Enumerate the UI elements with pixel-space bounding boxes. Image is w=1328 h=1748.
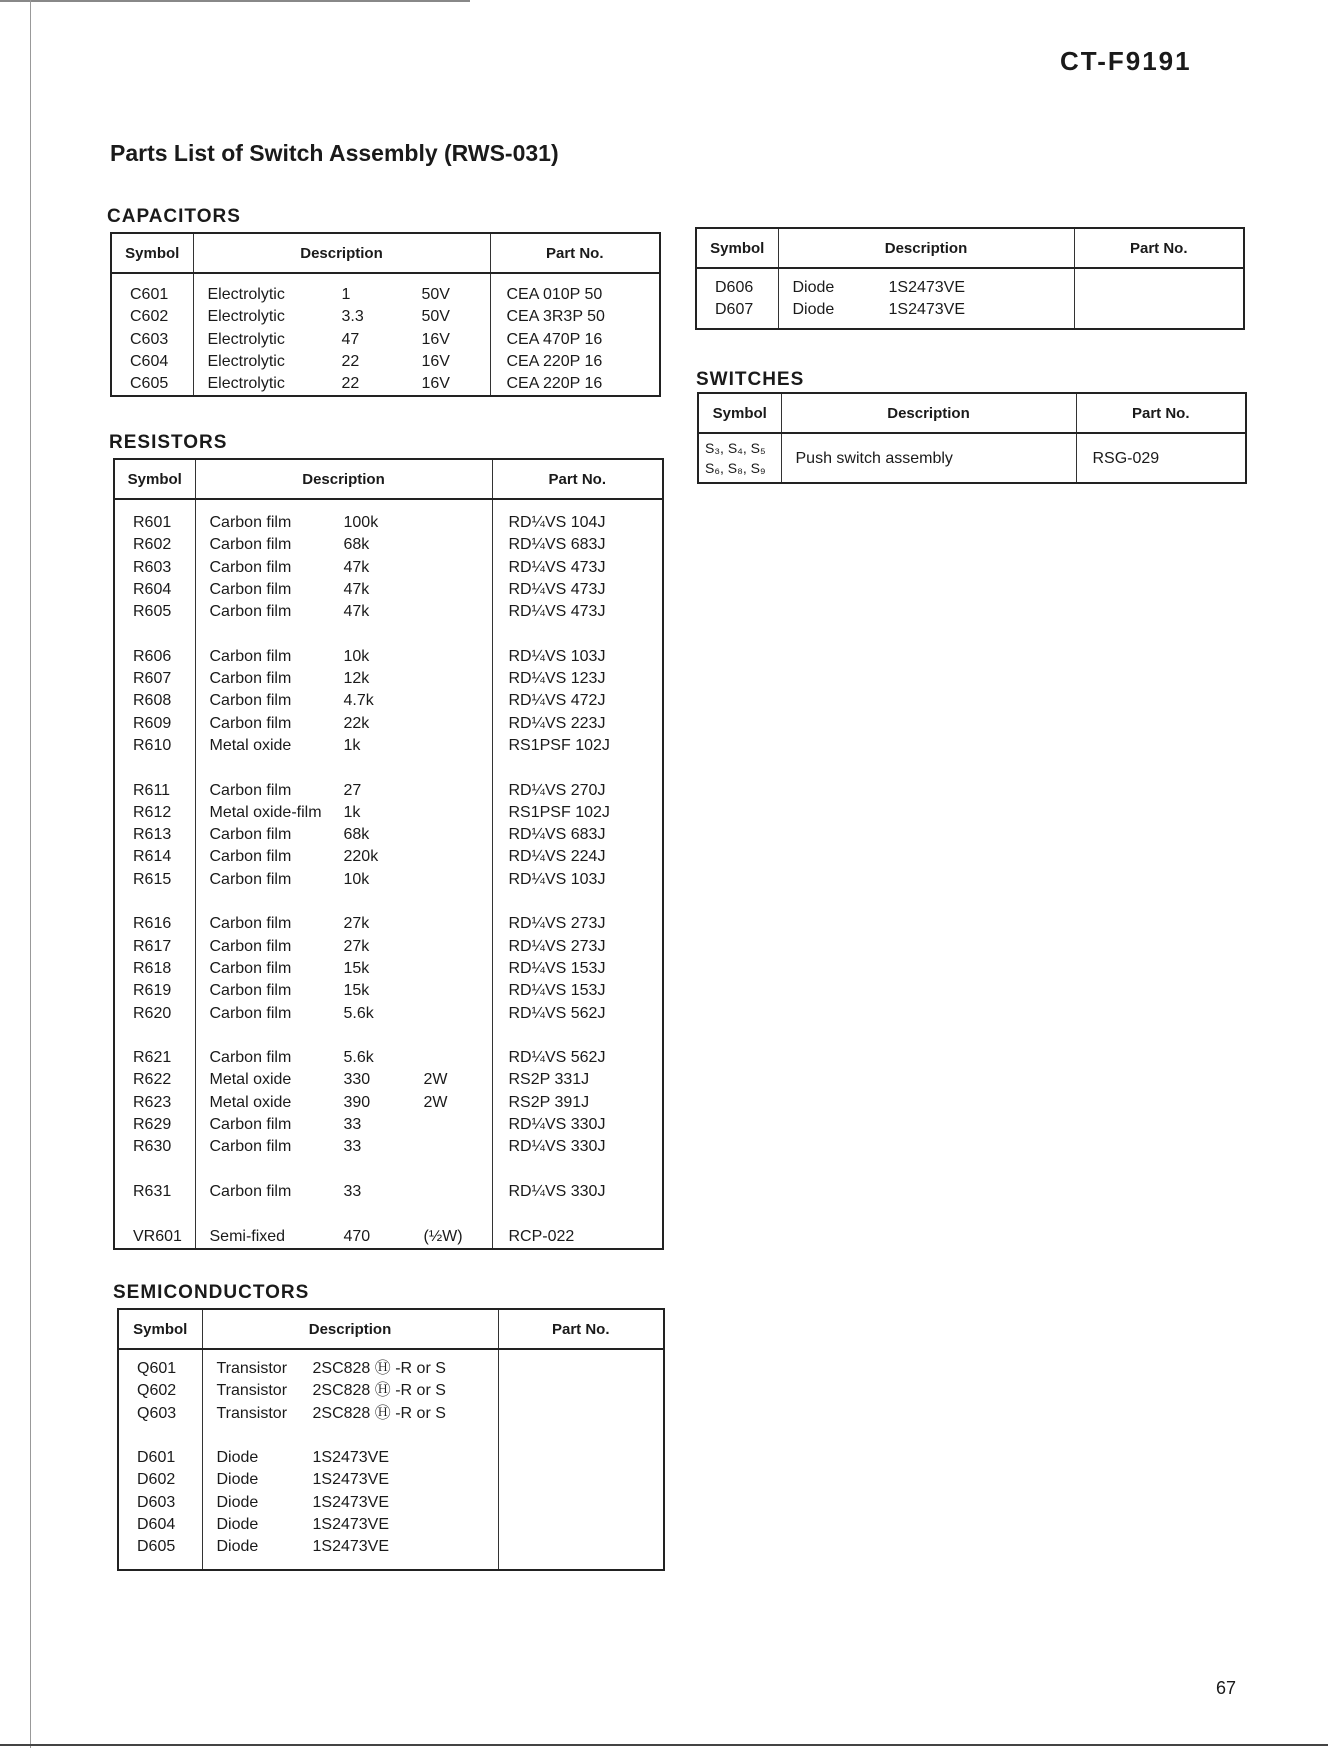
part-value: 1S2473VE [888, 279, 966, 296]
part-symbol: Q601 [137, 1360, 177, 1377]
part-number: RD¼VS 153J [508, 982, 606, 1000]
part-type: Carbon film [209, 714, 292, 732]
part-value: 33 [343, 1138, 362, 1156]
part-type: Carbon film [209, 647, 292, 665]
part-value: 10k [343, 870, 370, 888]
part-type: Carbon film [209, 514, 292, 531]
part-number: RD¼VS 683J [508, 536, 606, 554]
part-number: RD¼VS 562J [508, 1004, 606, 1022]
part-symbol: R602 [133, 536, 172, 554]
part-type: Carbon film [209, 848, 292, 866]
part-rating: 50V [421, 308, 450, 326]
part-symbol: R619 [133, 982, 172, 1000]
part-description [203, 1514, 498, 1536]
part-number [1075, 299, 1244, 321]
part-symbol: C602 [130, 308, 169, 326]
part-symbol: R631 [133, 1182, 172, 1200]
resistors-table [113, 458, 664, 1250]
part-symbol: R629 [133, 1116, 172, 1134]
part-description [203, 1469, 498, 1491]
part-value: 10k [343, 647, 370, 665]
part-value: 4.7k [343, 692, 374, 710]
column-header-description: Description [193, 233, 490, 273]
page-number: 67 [1216, 1678, 1237, 1698]
part-type: Carbon film [209, 536, 292, 554]
part-symbol: C603 [130, 330, 169, 348]
part-value: 68k [343, 536, 370, 554]
group-spacer [493, 757, 663, 779]
part-description [782, 448, 1076, 470]
part-type: Carbon film [209, 1182, 292, 1200]
part-description [203, 1536, 498, 1558]
part-type: Semi-fixed [209, 1227, 286, 1245]
part-symbol: R607 [133, 670, 172, 688]
capacitors-table [110, 232, 661, 397]
part-description [196, 802, 492, 824]
part-description [779, 277, 1074, 299]
part-symbol: R609 [133, 714, 172, 732]
group-spacer [493, 623, 663, 645]
part-type: Diode [216, 1449, 259, 1467]
part-number [499, 1380, 664, 1402]
part-number: RS1PSF 102J [508, 736, 610, 754]
column-header-symbol: Symbol [111, 233, 193, 273]
part-value: 1 [341, 286, 351, 303]
part-value: 1k [343, 803, 361, 821]
part-rating: 2W [423, 1093, 448, 1111]
part-type: Carbon film [209, 580, 292, 598]
group-spacer [196, 1159, 492, 1181]
part-description [194, 329, 490, 351]
part-symbol: R616 [133, 915, 172, 933]
part-number [499, 1358, 664, 1380]
part-rating: (½W) [423, 1227, 463, 1245]
part-symbol: R615 [133, 870, 172, 888]
part-number: RD¼VS 104J [508, 514, 606, 531]
part-symbol: D604 [137, 1516, 176, 1534]
part-number: RD¼VS 330J [508, 1182, 606, 1200]
part-symbol: VR601 [133, 1227, 182, 1245]
part-value: 1S2473VE [312, 1516, 390, 1534]
part-number: CEA 220P 16 [506, 352, 603, 370]
part-description [203, 1358, 498, 1380]
column-header-symbol: Symbol [696, 228, 778, 268]
part-type: Diode [792, 301, 835, 319]
part-type: Transistor [216, 1382, 288, 1400]
part-rating: 50V [421, 286, 450, 303]
part-value: 22 [341, 375, 360, 393]
part-type: Transistor [216, 1404, 288, 1422]
part-type: Diode [216, 1471, 259, 1489]
part-number: CEA 3R3P 50 [506, 308, 605, 326]
column-header-description: Description [781, 393, 1076, 433]
part-description [196, 713, 492, 735]
part-number: RD¼VS 103J [508, 647, 606, 665]
part-symbol: R606 [133, 647, 172, 665]
part-type: Carbon film [209, 1049, 292, 1067]
part-type: Carbon film [209, 670, 292, 688]
part-value: 3.3 [341, 308, 364, 326]
part-value: 330 [343, 1071, 371, 1089]
part-type: Metal oxide [209, 1093, 292, 1111]
part-type: Carbon film [209, 1138, 292, 1156]
part-value: 390 [343, 1093, 371, 1111]
group-spacer [196, 1025, 492, 1047]
section-heading-resistors: RESISTORS [109, 432, 228, 453]
part-number: RD¼VS 224J [508, 848, 606, 866]
part-description [196, 668, 492, 690]
group-spacer [196, 891, 492, 913]
part-type: Carbon film [209, 959, 292, 977]
part-symbol: D603 [137, 1493, 176, 1511]
group-spacer [203, 1425, 498, 1447]
part-description [196, 1092, 492, 1114]
part-description [196, 579, 492, 601]
part-type: Transistor [216, 1360, 288, 1377]
part-symbol: D607 [715, 301, 754, 319]
group-spacer [119, 1425, 202, 1447]
part-description [196, 869, 492, 891]
part-number: RD¼VS 123J [508, 670, 606, 688]
part-description [194, 373, 490, 395]
part-value: 1S2473VE [312, 1471, 390, 1489]
part-type: Push switch assembly [795, 450, 953, 467]
part-type: Diode [216, 1516, 259, 1534]
part-type: Metal oxide-film [209, 803, 322, 821]
part-symbol: Q603 [137, 1404, 177, 1422]
part-description [196, 1136, 492, 1158]
part-symbol: R613 [133, 826, 172, 844]
part-description [196, 846, 492, 868]
part-number [499, 1469, 664, 1491]
part-number: RD¼VS 273J [508, 937, 606, 955]
part-symbol: R630 [133, 1138, 172, 1156]
part-value: 27k [343, 937, 370, 955]
part-value: 47k [343, 580, 370, 598]
group-spacer [115, 1025, 195, 1047]
part-type: Carbon film [209, 692, 292, 710]
part-number: RS2P 391J [508, 1093, 590, 1111]
column-header-symbol: Symbol [118, 1309, 202, 1349]
part-value: 1S2473VE [312, 1493, 390, 1511]
part-description [203, 1380, 498, 1402]
part-symbol: D606 [715, 279, 754, 296]
part-type: Electrolytic [207, 375, 285, 393]
part-number: RD¼VS 472J [508, 692, 606, 710]
part-number [499, 1447, 664, 1469]
part-description [196, 1226, 492, 1248]
group-spacer [493, 1159, 663, 1181]
part-symbol: R617 [133, 937, 172, 955]
part-type: Carbon film [209, 915, 292, 933]
column-header-part-no: Part No. [490, 233, 660, 273]
part-type: Carbon film [209, 982, 292, 1000]
part-value: 1k [343, 736, 361, 754]
part-symbol: R611 [133, 781, 171, 799]
part-description [196, 601, 492, 623]
group-spacer [115, 891, 195, 913]
group-spacer [493, 891, 663, 913]
part-rating: 2W [423, 1071, 448, 1089]
part-description [196, 824, 492, 846]
model-number: CT-F9191 [1060, 46, 1192, 76]
part-value: 1S2473VE [312, 1538, 390, 1556]
section-heading-switches: SWITCHES [696, 369, 805, 390]
part-type: Carbon film [209, 826, 292, 844]
part-value: 2SC828 Ⓗ -R or S [312, 1382, 446, 1400]
part-description [196, 1047, 492, 1069]
part-rating: 16V [421, 330, 450, 348]
diodes-continued-table [695, 227, 1245, 330]
part-value: 33 [343, 1116, 362, 1134]
part-description [779, 299, 1074, 321]
part-description [196, 1181, 492, 1203]
group-spacer [196, 623, 492, 645]
part-value: 47 [341, 330, 360, 348]
part-type: Metal oxide [209, 1071, 292, 1089]
column-header-part-no: Part No. [1076, 393, 1246, 433]
part-number: RD¼VS 223J [508, 714, 606, 732]
part-symbol: R621 [133, 1049, 172, 1067]
part-description [196, 646, 492, 668]
part-symbol: C601 [130, 286, 169, 303]
part-value: 2SC828 Ⓗ -R or S [312, 1404, 446, 1422]
part-number [1075, 277, 1244, 299]
part-description [203, 1492, 498, 1514]
part-value: 47k [343, 558, 370, 576]
part-number: RD¼VS 153J [508, 959, 606, 977]
part-type: Diode [216, 1538, 259, 1556]
group-spacer [196, 757, 492, 779]
column-header-description: Description [195, 459, 492, 499]
part-number: RD¼VS 273J [508, 915, 606, 933]
column-header-symbol: Symbol [698, 393, 781, 433]
part-value: 470 [343, 1227, 371, 1245]
part-symbol: R623 [133, 1093, 172, 1111]
column-header-description: Description [778, 228, 1074, 268]
part-symbol: R612 [133, 803, 172, 821]
part-description [196, 735, 492, 757]
part-type: Carbon film [209, 1004, 292, 1022]
left-binding-edge [30, 0, 31, 1748]
part-symbol: R604 [133, 580, 172, 598]
part-type: Carbon film [209, 558, 292, 576]
part-symbol: R605 [133, 603, 172, 621]
part-number [499, 1514, 664, 1536]
part-description [194, 351, 490, 373]
part-number: RS2P 331J [508, 1071, 590, 1089]
part-symbol: C605 [130, 375, 169, 393]
column-header-description: Description [202, 1309, 498, 1349]
part-value: 5.6k [343, 1049, 374, 1067]
part-value: 68k [343, 826, 370, 844]
part-type: Electrolytic [207, 286, 285, 303]
column-header-part-no: Part No. [1074, 228, 1244, 268]
part-value: 27k [343, 915, 370, 933]
part-number: RD¼VS 683J [508, 826, 606, 844]
semiconductors-table [117, 1308, 665, 1571]
group-spacer [115, 757, 195, 779]
part-value: 1S2473VE [312, 1449, 390, 1467]
part-type: Electrolytic [207, 352, 285, 370]
part-symbol: Q602 [137, 1382, 177, 1400]
part-value: 22k [343, 714, 370, 732]
part-number: RSG-029 [1092, 450, 1160, 467]
group-spacer [196, 1203, 492, 1225]
part-symbol: D605 [137, 1538, 176, 1556]
section-heading-capacitors: CAPACITORS [107, 206, 241, 227]
part-value: 22 [341, 352, 360, 370]
switches-table [697, 392, 1247, 484]
part-description [196, 980, 492, 1002]
part-number: RD¼VS 330J [508, 1116, 606, 1134]
group-spacer [115, 1159, 195, 1181]
part-symbol: R610 [133, 736, 172, 754]
part-number: RD¼VS 270J [508, 781, 606, 799]
group-spacer [499, 1425, 664, 1447]
part-description [196, 557, 492, 579]
part-type: Carbon film [209, 870, 292, 888]
part-value: 12k [343, 670, 370, 688]
part-description [196, 913, 492, 935]
part-description [196, 936, 492, 958]
part-description [196, 690, 492, 712]
group-spacer [115, 1203, 195, 1225]
part-description [194, 284, 490, 306]
part-symbol: S₃, S₄, S₅ S₆, S₈, S₉ [705, 440, 766, 476]
part-description [196, 1069, 492, 1091]
part-value: 100k [343, 514, 379, 531]
part-symbol: R601 [133, 514, 172, 531]
part-symbol: R618 [133, 959, 172, 977]
part-description [196, 512, 492, 534]
part-description [196, 1003, 492, 1025]
part-symbol: R620 [133, 1004, 172, 1022]
part-value: 15k [343, 959, 370, 977]
part-symbol: R614 [133, 848, 172, 866]
part-number: CEA 220P 16 [506, 375, 603, 393]
part-number [499, 1492, 664, 1514]
part-number: RD¼VS 562J [508, 1049, 606, 1067]
part-description [196, 1114, 492, 1136]
part-description [196, 958, 492, 980]
section-heading-semiconductors: SEMICONDUCTORS [113, 1282, 310, 1303]
part-symbol: D601 [137, 1449, 176, 1467]
part-type: Electrolytic [207, 330, 285, 348]
group-spacer [493, 1025, 663, 1047]
part-number: CEA 470P 16 [506, 330, 603, 348]
column-header-symbol: Symbol [114, 459, 195, 499]
part-value: 1S2473VE [888, 301, 966, 319]
part-number: RD¼VS 473J [508, 580, 606, 598]
part-rating: 16V [421, 352, 450, 370]
part-type: Carbon film [209, 1116, 292, 1134]
column-header-part-no: Part No. [498, 1309, 664, 1349]
group-spacer [493, 1203, 663, 1225]
part-symbol: R603 [133, 558, 172, 576]
part-symbol: R608 [133, 692, 172, 710]
part-value: 47k [343, 603, 370, 621]
part-value: 15k [343, 982, 370, 1000]
part-type: Metal oxide [209, 736, 292, 754]
part-number: RD¼VS 103J [508, 870, 606, 888]
part-value: 5.6k [343, 1004, 374, 1022]
column-header-part-no: Part No. [492, 459, 663, 499]
part-number: RS1PSF 102J [508, 803, 610, 821]
group-spacer [115, 623, 195, 645]
part-number: RD¼VS 473J [508, 558, 606, 576]
part-description [196, 780, 492, 802]
part-type: Diode [216, 1493, 259, 1511]
part-number: RD¼VS 330J [508, 1138, 606, 1156]
part-value: 27 [343, 781, 362, 799]
part-number: CEA 010P 50 [506, 286, 603, 303]
part-symbol: C604 [130, 352, 169, 370]
part-type: Carbon film [209, 603, 292, 621]
part-symbol: D602 [137, 1471, 176, 1489]
part-type: Carbon film [209, 937, 292, 955]
top-edge-rule [0, 0, 470, 2]
part-symbol: R622 [133, 1071, 172, 1089]
part-description [194, 306, 490, 328]
part-number [499, 1536, 664, 1558]
part-type: Electrolytic [207, 308, 285, 326]
part-number: RCP-022 [508, 1227, 575, 1245]
part-type: Diode [792, 279, 835, 296]
part-rating: 16V [421, 375, 450, 393]
bottom-edge-rule [0, 1744, 1328, 1746]
part-type: Carbon film [209, 781, 292, 799]
part-description [196, 534, 492, 556]
part-value: 33 [343, 1182, 362, 1200]
part-value: 2SC828 Ⓗ -R or S [312, 1360, 446, 1377]
part-number: RD¼VS 473J [508, 603, 606, 621]
part-value: 220k [343, 848, 379, 866]
part-description [203, 1447, 498, 1469]
part-number [499, 1403, 664, 1425]
part-description [203, 1403, 498, 1425]
page-title: Parts List of Switch Assembly (RWS-031) [110, 140, 559, 166]
